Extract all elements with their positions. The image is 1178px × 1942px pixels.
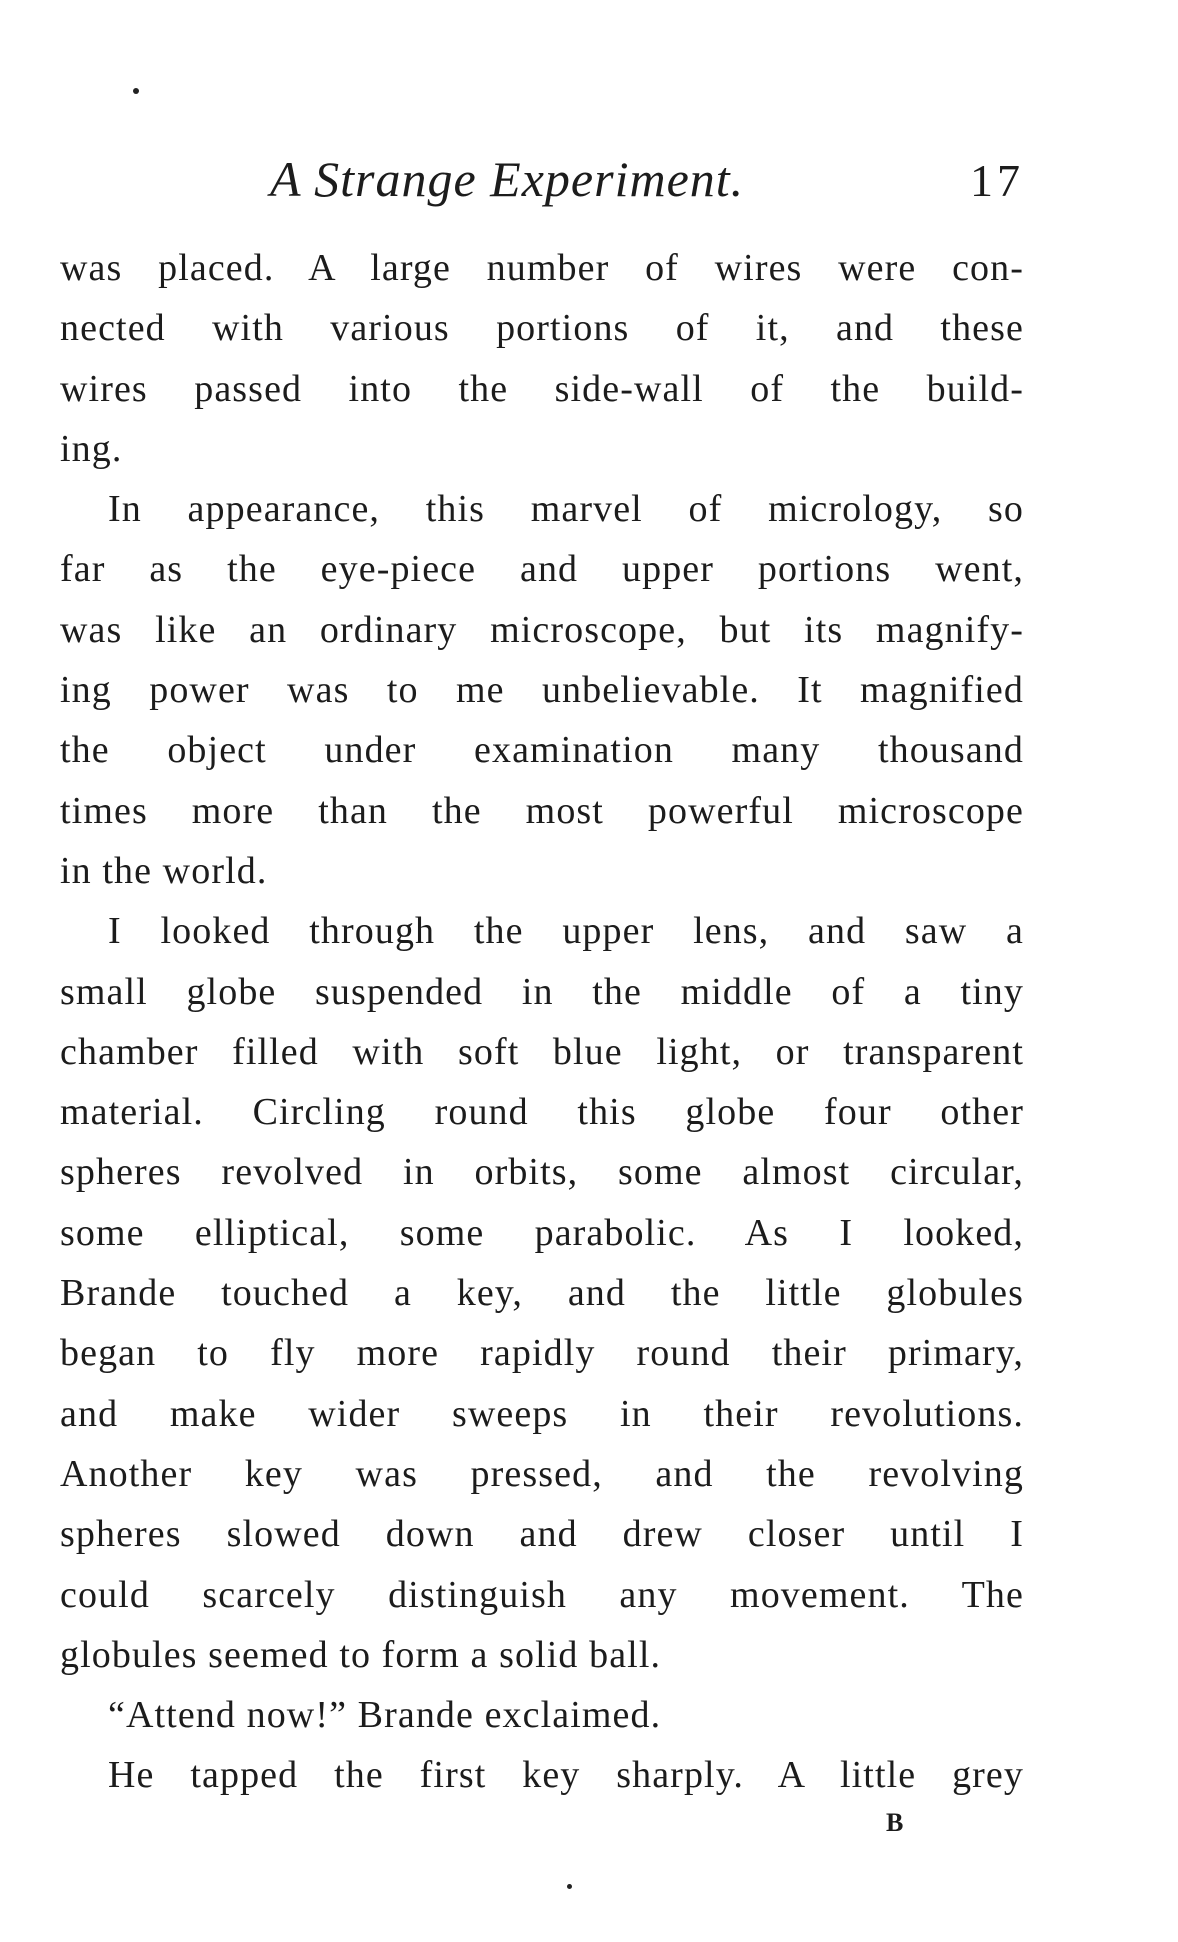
body-text (60, 238, 1024, 1806)
text-line: globules seemed to form a solid ball. (60, 1633, 662, 1676)
text-line: the object under examination many thousand (60, 729, 1024, 772)
text-line: times more than the most powerful microscope (60, 789, 1024, 832)
text-line: spheres slowed down and drew closer until I (60, 1513, 1024, 1556)
text-line: chamber filled with soft blue light, or transparent (60, 1030, 1024, 1073)
text-line: spheres revolved in orbits, some almost circular, (60, 1151, 1024, 1194)
text-line: In appearance, this marvel of micrology, so (108, 488, 1024, 531)
text-line: ing. (60, 427, 123, 470)
text-line: ing power was to me unbelievable. It magnified (60, 669, 1024, 712)
text-line: I looked through the upper lens, and saw a (108, 910, 1024, 953)
text-line: was placed. A large number of wires were con- (60, 247, 1024, 289)
text-line: Brande touched a key, and the little globules (60, 1272, 1024, 1315)
text-line: some elliptical, some parabolic. As I looked, (60, 1211, 1024, 1254)
text-line: “Attend now!” Brande exclaimed. (108, 1694, 662, 1737)
text-line: material. Circling round this globe four other (60, 1091, 1024, 1134)
signature-mark: B (886, 1808, 905, 1837)
text-line: small globe suspended in the middle of a tiny (60, 970, 1024, 1013)
text-line: He tapped the first key sharply. A little grey (108, 1754, 1024, 1797)
text-line: could scarcely distinguish any movement. The (60, 1573, 1024, 1616)
text-line: wires passed into the side-wall of the build- (60, 367, 1024, 410)
ink-speck (567, 1884, 572, 1889)
text-line: was like an ordinary microscope, but its magnify- (60, 608, 1024, 651)
text-line: began to fly more rapidly round their primary, (60, 1332, 1024, 1375)
text-line: and make wider sweeps in their revolutions. (60, 1392, 1024, 1435)
page-header (60, 150, 1024, 220)
text-line: Another key was pressed, and the revolving (60, 1452, 1024, 1495)
text-line: far as the eye-piece and upper portions went, (60, 548, 1024, 591)
running-title: A Strange Experiment. (270, 151, 745, 207)
text-line: nected with various portions of it, and these (60, 307, 1024, 350)
ink-speck (133, 88, 139, 94)
text-line: in the world. (60, 849, 268, 892)
page-number: 17 (970, 155, 1024, 206)
